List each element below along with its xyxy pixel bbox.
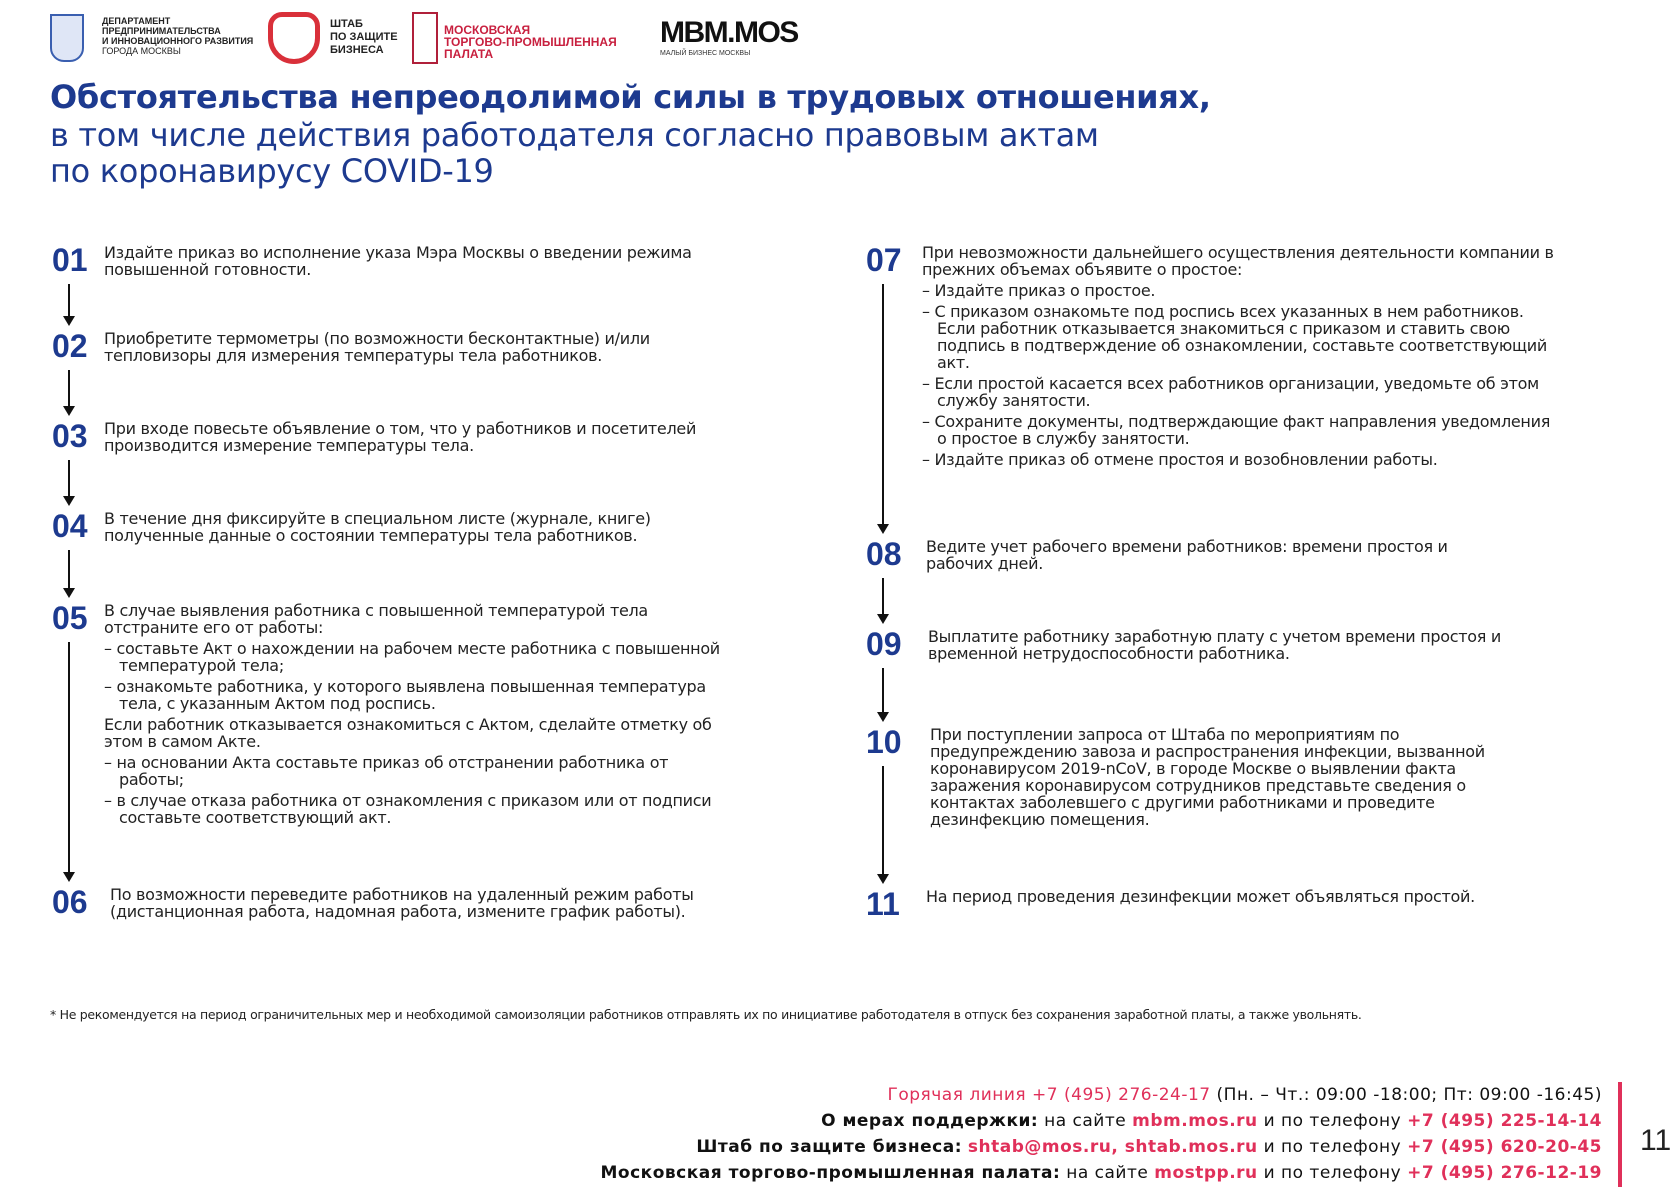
step-paragraph: При невозможности дальнейшего осуществления деятельности компании в прежних объемах объявите о простое:	[922, 243, 1554, 279]
footer-support	[821, 1111, 1602, 1131]
step-text	[110, 886, 710, 920]
step-text	[104, 420, 724, 454]
logo-line: ПАЛАТА	[444, 47, 494, 61]
hotline-label: Горячая линия +7 (495) 276-24-17	[887, 1085, 1211, 1105]
tpp-emblem-icon	[412, 12, 438, 64]
tpp-label: Московская торгово-промышленная палата:	[600, 1163, 1061, 1183]
logo-line: ДЕПАРТАМЕНТ	[102, 16, 171, 26]
step-paragraph: На период проведения дезинфекции может объявляться простой.	[926, 887, 1475, 906]
logo-line: ТОРГОВО-ПРОМЫШЛЕННАЯ	[444, 35, 617, 49]
footnote: * Не рекомендуется на период ограничительных мер и необходимой самоизоляции работников отправлять их по инициативе работодателя в отпуск без сохранения заработной платы, а также увольнять.	[50, 1007, 1362, 1022]
arrow-down-icon	[882, 284, 884, 526]
arrow-down-icon	[68, 642, 70, 874]
arrow-down-icon	[68, 284, 70, 318]
step-text	[930, 726, 1550, 828]
tpp-phone: +7 (495) 276-12-19	[1407, 1163, 1602, 1183]
step-paragraph: В случае выявления работника с повышенной температурой тела отстраните его от работы:	[104, 601, 648, 637]
page-subtitle-line: по коронавирусу COVID-19	[50, 152, 494, 190]
step-number: 11	[866, 886, 900, 922]
logo-line: ШТАБ	[330, 18, 363, 30]
step-paragraph: – С приказом ознакомьте под роспись всех указанных в нем работников. Если работник отказывается знакомиться с приказом и ставить свою подпись в подтверждение об ознакомлении, составьте соответствующий акт.	[922, 302, 1547, 372]
step-number: 05	[52, 600, 88, 636]
arrow-down-icon	[68, 370, 70, 408]
step-number: 09	[866, 626, 902, 662]
hotline-hours: (Пн. – Чт.: 09:00 -18:00; Пт: 09:00 -16:45)	[1216, 1085, 1602, 1105]
step-paragraph: Приобретите термометры (по возможности бесконтактные) и/или тепловизоры для измерения температуры тела работников.	[104, 329, 650, 365]
step-number: 01	[52, 242, 88, 278]
phone-prefix: и по телефону	[1263, 1111, 1402, 1131]
step-text	[926, 888, 1546, 905]
step-number: 04	[52, 508, 88, 544]
page-number: 11	[1640, 1124, 1672, 1157]
tpp-site-link[interactable]: mostpp.ru	[1154, 1163, 1258, 1183]
footer-divider	[1618, 1082, 1622, 1187]
step-number: 06	[52, 884, 88, 920]
tpp-logo	[412, 12, 652, 68]
step-paragraph: При поступлении запроса от Штаба по мероприятиям по предупреждению завоза и распространения инфекции, вызванной коронавирусом 2019-nCoV, в городе Москве о выявлении факта заражения коронавирусом сотрудников представьте сведения о контактах заболевшего с другими работниками и проведите дезинфекцию помещения.	[930, 725, 1485, 829]
support-phone: +7 (495) 225-14-14	[1407, 1111, 1602, 1131]
step-text	[928, 628, 1508, 662]
arrow-down-icon	[882, 668, 884, 714]
step-number: 10	[866, 724, 902, 760]
step-paragraph: Ведите учет рабочего времени работников: времени простоя и рабочих дней.	[926, 537, 1448, 573]
logo-line: MBM.MOS	[660, 16, 798, 49]
step-paragraph: – Сохраните документы, подтверждающие факт направления уведомления о простое в службу занятости.	[922, 412, 1551, 448]
phone-prefix: и по телефону	[1263, 1137, 1402, 1157]
step-paragraph: В течение дня фиксируйте в специальном листе (журнале, книге) полученные данные о состоянии температуры тела работников.	[104, 509, 651, 545]
logo-line: БИЗНЕСА	[330, 44, 384, 56]
step-paragraph: – Издайте приказ о простое.	[922, 281, 1156, 300]
footer-tpp	[601, 1163, 1603, 1183]
arrow-down-icon	[68, 460, 70, 498]
footer-hotline	[887, 1085, 1602, 1105]
shtab-contacts-link[interactable]: shtab@mos.ru, shtab.mos.ru	[967, 1137, 1258, 1157]
support-site-link[interactable]: mbm.mos.ru	[1132, 1111, 1258, 1131]
page-title: Обстоятельства непреодолимой силы в трудовых отношениях,	[50, 78, 1211, 116]
support-label: О мерах поддержки:	[821, 1111, 1039, 1131]
step-number: 03	[52, 418, 88, 454]
step-text	[922, 244, 1562, 468]
shtab-label: Штаб по защите бизнеса:	[696, 1137, 963, 1157]
footer-shtab	[696, 1137, 1602, 1157]
step-paragraph: При входе повесьте объявление о том, что у работников и посетителей производится измерение температуры тела.	[104, 419, 697, 455]
moscow-coat-of-arms-icon	[50, 14, 84, 62]
shtab-phone: +7 (495) 620-20-45	[1407, 1137, 1602, 1157]
site-prefix: на сайте	[1066, 1163, 1149, 1183]
logo-line: МАЛЫЙ БИЗНЕС МОСКВЫ	[660, 50, 751, 57]
logo-line: МОСКОВСКАЯ	[444, 23, 531, 37]
step-number: 07	[866, 242, 902, 278]
mbm-logo	[660, 16, 798, 57]
step-text	[104, 510, 724, 544]
step-paragraph: Издайте приказ во исполнение указа Мэра Москвы о введении режима повышенной готовности.	[104, 243, 692, 279]
shield-icon	[268, 12, 320, 64]
logo-line: И ИННОВАЦИОННОГО РАЗВИТИЯ	[102, 36, 254, 46]
step-paragraph: – Если простой касается всех работников организации, уведомьте об этом службу занятости.	[922, 374, 1539, 410]
step-paragraph: – в случае отказа работника от ознакомления с приказом или от подписи составьте соответствующий акт.	[104, 791, 712, 827]
step-number: 08	[866, 536, 902, 572]
step-paragraph: – на основании Акта составьте приказ об отстранении работника от работы;	[104, 753, 669, 789]
step-paragraph: – Издайте приказ об отмене простоя и возобновлении работы.	[922, 450, 1438, 469]
logo-line: ПО ЗАЩИТЕ	[330, 31, 398, 43]
site-prefix: на сайте	[1044, 1111, 1127, 1131]
step-paragraph: Если работник отказывается ознакомиться с Актом, сделайте отметку об этом в самом Акте.	[104, 715, 712, 751]
arrow-down-icon	[882, 578, 884, 616]
page-subtitle-line: в том числе действия работодателя согласно правовым актам	[50, 116, 1099, 154]
shtab-logo	[268, 10, 408, 66]
step-text	[104, 330, 724, 364]
step-number: 02	[52, 328, 88, 364]
arrow-down-icon	[68, 550, 70, 590]
step-text	[104, 602, 724, 826]
logo-line: ПРЕДПРИНИМАТЕЛЬСТВА	[102, 26, 221, 36]
step-paragraph: По возможности переведите работников на удаленный режим работы (дистанционная работа, надомная работа, измените график работы).	[110, 885, 694, 921]
phone-prefix: и по телефону	[1263, 1163, 1402, 1183]
logo-line: ГОРОДА МОСКВЫ	[102, 46, 181, 56]
step-paragraph: – ознакомьте работника, у которого выявлена повышенная температура тела, с указанным Актом под роспись.	[104, 677, 706, 713]
arrow-down-icon	[882, 766, 884, 876]
step-paragraph: Выплатите работнику заработную плату с учетом времени простоя и временной нетрудоспособности работника.	[928, 627, 1501, 663]
step-text	[926, 538, 1506, 572]
step-text	[104, 244, 724, 278]
step-paragraph: – составьте Акт о нахождении на рабочем месте работника с повышенной температурой тела;	[104, 639, 720, 675]
